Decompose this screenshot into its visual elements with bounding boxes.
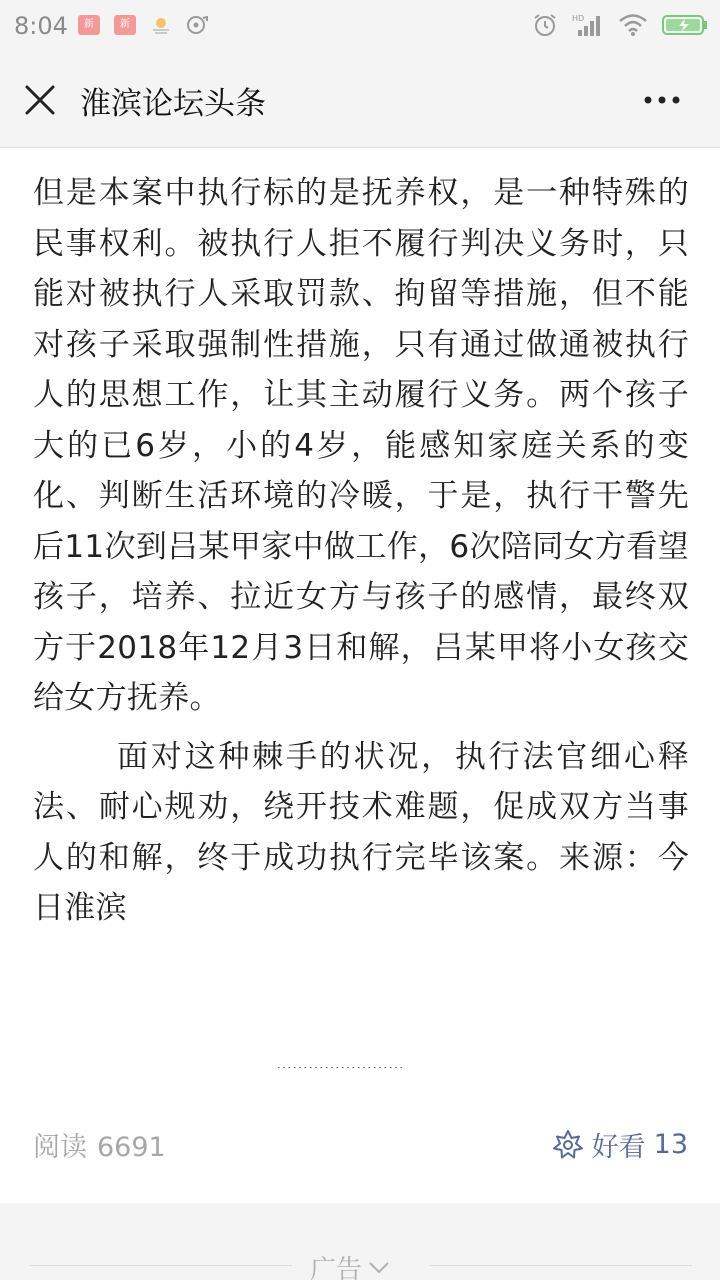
- article-paragraph: 但是本案中执行标的是抚养权，是一种特殊的民事权利。被执行人拒不履行判决义务时，只能对被执行人采取罚款、拘留等措施，但不能对孩子采取强制性措施，只有通过做通被执行人的思想工作，让其主动履行义务。两个孩子大的已6岁，小的4岁，能感知家庭关系的变化、判断生活环境的冷暖，于是，执行干警先后11次到吕某甲家中做工作，6次陪同女方看望孩子，培养、拉近女方与孩子的感情，最终双方于2018年12月3日和解，吕某甲将小女孩交给女方抚养。: [33, 175, 689, 716]
- article-paragraph: 面对这种棘手的状况，执行法官细心释法、耐心规劝，绕开技术难题，促成双方当事人的和解，终于成功执行完毕该案。来源：今日淮滨: [33, 738, 689, 926]
- ad-toggle[interactable]: [310, 1249, 390, 1286]
- close-icon[interactable]: [22, 82, 58, 118]
- nav-bar: [0, 52, 720, 148]
- chevron-down-icon: [368, 1261, 390, 1275]
- ad-section: [0, 1203, 720, 1285]
- ad-divider-left: [30, 1265, 292, 1266]
- battery-charging-icon: [662, 13, 708, 37]
- svg-text:HD: HD: [572, 14, 585, 23]
- music-icon: [186, 14, 208, 36]
- news-app-icon: 新: [78, 15, 100, 35]
- article-body: [33, 168, 689, 934]
- news-app-icon: 新: [114, 15, 136, 35]
- status-bar: [0, 0, 720, 52]
- hd-signal-icon: [572, 12, 604, 38]
- notification-icons: [78, 14, 208, 36]
- like-button[interactable]: [552, 1125, 688, 1164]
- read-count: [33, 1125, 166, 1164]
- page-title: 淮滨论坛头条: [80, 86, 266, 122]
- weather-icon: [150, 14, 172, 36]
- wifi-icon: [618, 13, 648, 37]
- status-time: 8:04: [14, 12, 68, 40]
- ad-divider-right: [430, 1265, 692, 1266]
- read-label: 阅读: [33, 1132, 87, 1163]
- article-meta: [33, 1125, 688, 1169]
- read-number: 6691: [97, 1132, 166, 1163]
- alarm-icon: [532, 12, 558, 38]
- system-icons: [532, 12, 708, 38]
- like-star-icon: [552, 1129, 584, 1161]
- like-count: 13: [653, 1129, 688, 1160]
- like-label: 好看: [591, 1132, 646, 1163]
- article-divider: ……………………: [276, 1054, 404, 1068]
- ad-label: 广告: [310, 1255, 363, 1285]
- more-icon[interactable]: [642, 94, 682, 106]
